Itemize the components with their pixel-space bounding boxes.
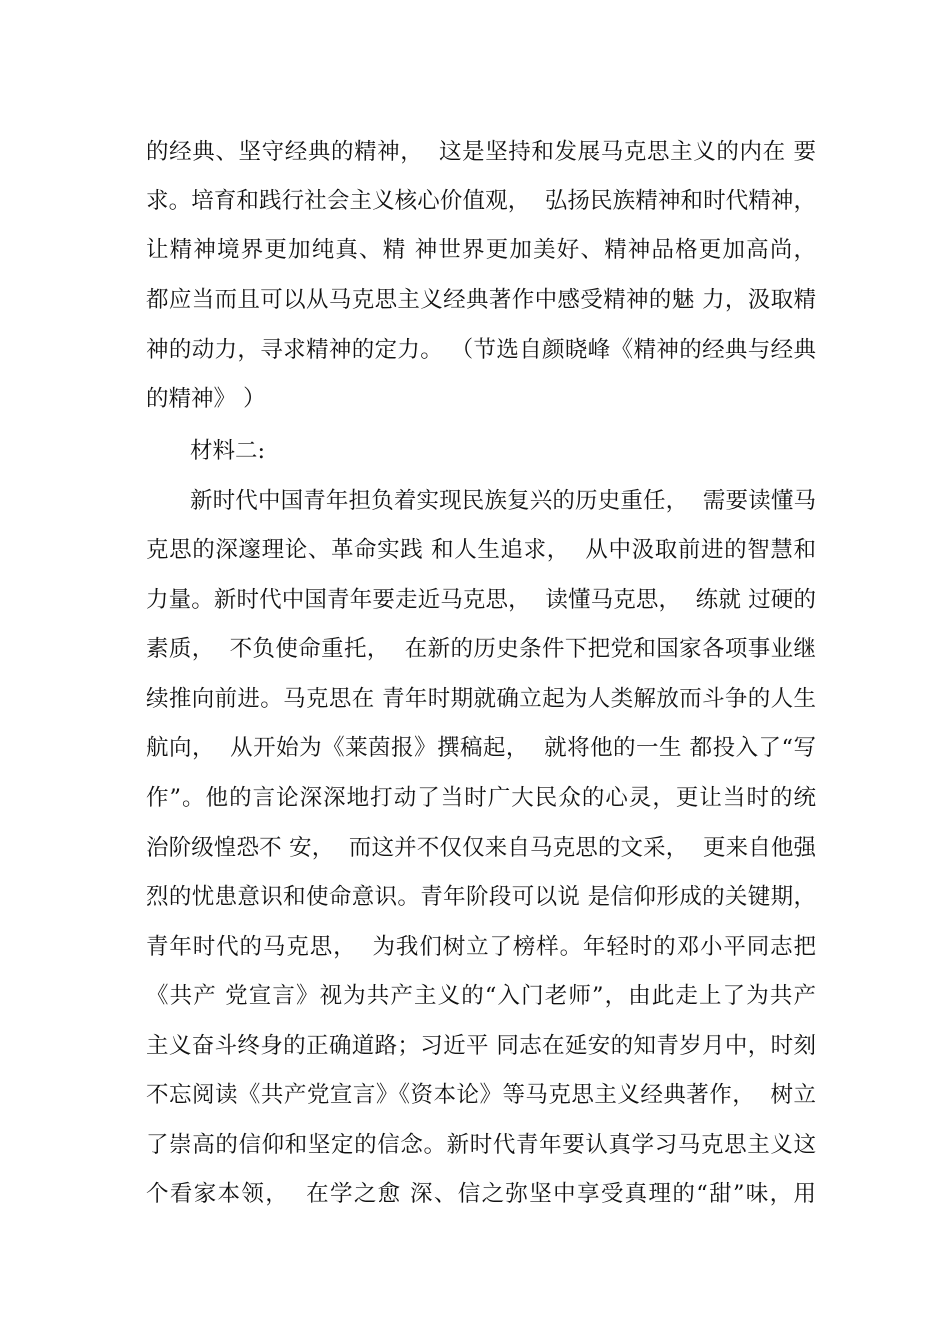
section-heading: 材料二: (190, 438, 266, 464)
text-line: 的精神》 ） (146, 386, 266, 412)
text-line: 航向， 从开始为《莱茵报》撰稿起， 就将他的一生 都投入了“写 (146, 735, 816, 761)
text-line: 《共产 党宣言》视为共产主义的“入门老师”，由此走上了为共产 (146, 983, 816, 1009)
text-line: 神的动力，寻求精神的定力。 （节选自颜晓峰《精神的经典与经典 (146, 337, 816, 363)
text-line: 续推向前进。马克思在 青年时期就确立起为人类解放而斗争的人生 (146, 686, 816, 712)
text-line: 让精神境界更加纯真、精 神世界更加美好、精神品格更加高尚， (146, 237, 816, 263)
text-line: 个看家本领， 在学之愈 深、信之弥坚中享受真理的“甜”味，用 (146, 1181, 816, 1207)
text-line: 不忘阅读《共产党宣言》《资本论》等马克思主义经典著作， 树立 (146, 1082, 816, 1108)
text-line: 都应当而且可以从马克思主义经典著作中感受精神的魅 力，汲取精 (146, 287, 816, 313)
text-line: 青年时代的马克思， 为我们树立了榜样。年轻时的邓小平同志把 (146, 934, 816, 960)
text-line: 的经典、坚守经典的精神， 这是坚持和发展马克思主义的内在 要 (146, 139, 816, 165)
text-line: 主义奋斗终身的正确道路；习近平 同志在延安的知青岁月中，时刻 (146, 1033, 816, 1059)
text-line: 克思的深邃理论、革命实践 和人生追求， 从中汲取前进的智慧和 (146, 537, 816, 563)
text-line: 了崇高的信仰和坚定的信念。新时代青年要认真学习马克思主义这 (146, 1132, 816, 1158)
text-line: 力量。新时代中国青年要走近马克思， 读懂马克思， 练就 过硬的 (146, 587, 816, 613)
text-line: 治阶级惶恐不 安， 而这并不仅仅来自马克思的文采， 更来自他强 (146, 835, 816, 861)
text-line: 素质， 不负使命重托， 在新的历史条件下把党和国家各项事业继 (146, 636, 816, 662)
text-line: 新时代中国青年担负着实现民族复兴的历史重任， 需要读懂马 (190, 488, 816, 514)
text-line: 作”。他的言论深深地打动了当时广大民众的心灵，更让当时的统 (146, 785, 816, 811)
text-line: 烈的忧患意识和使命意识。青年阶段可以说 是信仰形成的关键期， (146, 884, 816, 910)
text-line: 求。培育和践行社会主义核心价值观， 弘扬民族精神和时代精神， (146, 188, 816, 214)
